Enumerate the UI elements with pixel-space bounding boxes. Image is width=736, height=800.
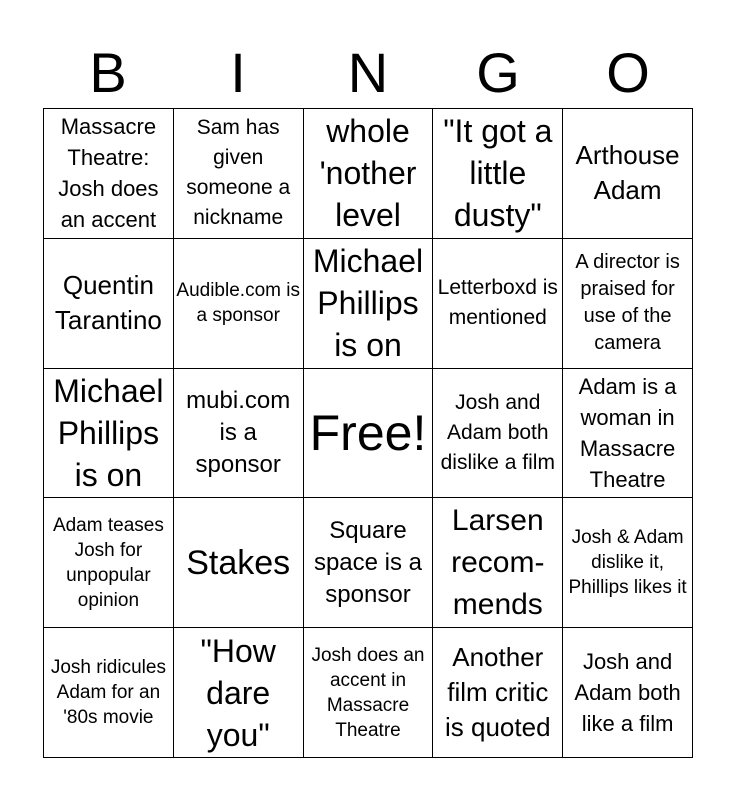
cell-text: Michael Phillips is on <box>312 243 424 364</box>
bingo-cell[interactable] <box>174 369 304 499</box>
bingo-cell[interactable] <box>174 628 304 758</box>
cell-text: Sam has given someone a nickname <box>186 116 291 230</box>
bingo-cell[interactable] <box>433 369 563 499</box>
bingo-cell[interactable] <box>563 369 693 499</box>
bingo-cell[interactable] <box>304 109 434 239</box>
cell-text: Massacre Theatre: Josh does an accent <box>58 114 159 233</box>
bingo-cell[interactable] <box>44 109 174 239</box>
cell-text: "How dare you" <box>200 632 276 753</box>
bingo-header <box>43 40 693 106</box>
bingo-cell[interactable] <box>44 498 174 628</box>
bingo-cell[interactable] <box>174 498 304 628</box>
bingo-cell[interactable] <box>304 498 434 628</box>
cell-text: Josh and Adam both dislike a film <box>440 390 555 474</box>
bingo-cell[interactable] <box>304 628 434 758</box>
bingo-cell[interactable] <box>44 239 174 369</box>
bingo-card-grid <box>43 108 693 758</box>
cell-text: Stakes <box>186 543 291 582</box>
header-letter-n: N <box>347 41 389 104</box>
cell-text: Quentin Tarantino <box>54 270 162 336</box>
bingo-cell[interactable] <box>174 239 304 369</box>
bingo-cell[interactable] <box>563 109 693 239</box>
cell-text: Adam is a woman in Massacre Theatre <box>578 373 677 492</box>
cell-text: Josh ridicules Adam for an '80s movie <box>50 657 166 729</box>
cell-text: Josh & Adam dislike it, Phillips likes it <box>568 527 687 599</box>
bingo-cell[interactable] <box>433 109 563 239</box>
header-letter-o: O <box>606 41 650 104</box>
bingo-cell[interactable] <box>563 239 693 369</box>
cell-text: Audible.com is a sponsor <box>176 280 300 327</box>
cell-text: Letterboxd is mentioned <box>437 276 558 330</box>
header-letter-g: G <box>476 41 520 104</box>
bingo-cell[interactable] <box>433 628 563 758</box>
bingo-cell[interactable] <box>563 628 693 758</box>
cell-text: Michael Phillips is on <box>53 372 164 493</box>
header-letter-i: I <box>230 41 246 104</box>
free-space-text: Free! <box>309 404 427 461</box>
cell-text: mubi.com is a sponsor <box>186 386 291 478</box>
cell-text: "It got a little dusty" <box>443 113 553 234</box>
cell-text: Josh does an accent in Massacre Theatre <box>311 644 425 741</box>
cell-text: Larsen recom-mends <box>451 503 545 621</box>
header-letter-b: B <box>89 41 127 104</box>
bingo-cell[interactable] <box>304 239 434 369</box>
cell-text: whole 'nother level <box>319 113 417 234</box>
free-space-cell[interactable] <box>304 369 434 499</box>
bingo-cell[interactable] <box>433 239 563 369</box>
bingo-cell[interactable] <box>174 109 304 239</box>
bingo-cell[interactable] <box>433 498 563 628</box>
bingo-cell[interactable] <box>44 628 174 758</box>
cell-text: Adam teases Josh for unpopular opinion <box>52 514 164 611</box>
bingo-cell[interactable] <box>563 498 693 628</box>
cell-text: Another film critic is quoted <box>445 642 551 743</box>
bingo-cell[interactable] <box>44 369 174 499</box>
cell-text: A director is praised for use of the camera <box>575 251 680 355</box>
cell-text: Arthouse Adam <box>575 140 680 206</box>
cell-text: Square space is a sponsor <box>313 516 423 608</box>
cell-text: Josh and Adam both like a film <box>574 649 681 737</box>
